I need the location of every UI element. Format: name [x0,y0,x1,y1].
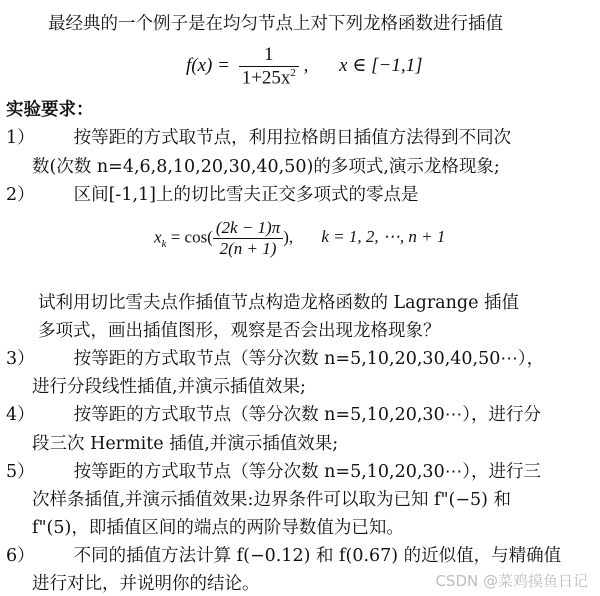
item-text: 按等距的方式取节点（等分次数 n=5,10,20,30⋯），进行分 [73,405,541,425]
list-item [6,401,541,426]
item-number: 2） [6,185,35,205]
runge-formula [186,44,423,89]
cheb-followup-line: 试利用切比雪夫点作插值节点构造龙格函数的 Lagrange 插值 [38,293,520,313]
cheb-numerator: (2k − 1)π [215,218,281,237]
item-text-continued: 进行分段线性插值,并演示插值效果; [32,377,306,397]
item-text-continued: 次样条插值,并演示插值效果:边界条件可以取为已知 f"(−5) 和 [32,490,512,510]
runge-lhs: f(x) = [186,55,230,77]
runge-fraction [239,44,299,89]
item-number: 6） [6,546,35,566]
runge-numerator: 1 [264,44,274,65]
item-text-continued: 进行对比，并说明你的结论。 [32,574,260,594]
item-text-continued: 数(次数 n=4,6,8,10,20,30,40,50)的多项式,演示龙格现象; [32,157,500,177]
list-item [6,345,544,370]
list-item [6,542,561,567]
watermark-text: CSDN @菜鸡摸鱼日记 [435,572,588,590]
item-number: 5） [6,462,35,482]
item-text: 按等距的方式取节点，利用拉格朗日插值方法得到不同次 [73,128,512,148]
cheb-lhs: x [154,227,162,247]
runge-denominator: 1+25x [241,67,291,89]
item-text-continued: 段三次 Hermite 插值,并演示插值效果; [32,434,339,454]
intro-text: 最经典的一个例子是在均匀节点上对下列龙格函数进行插值 [48,14,503,34]
list-item [6,181,418,206]
cheb-fraction [213,218,283,259]
requirements-title: 实验要求： [6,100,94,120]
item-text: 按等距的方式取节点（等分次数 n=5,10,20,30,40,50⋯）， [73,349,545,369]
chebyshev-formula [154,218,445,259]
list-item [6,458,541,483]
cheb-eq: = cos( [170,227,213,247]
list-item [6,124,511,149]
runge-comma: , [303,55,309,77]
item-text: 不同的插值方法计算 f(−0.12) 和 f(0.67) 的近似值，与精确值 [73,546,562,566]
cheb-subscript: k [161,237,167,250]
runge-exponent: 2 [290,67,296,79]
item-text: 区间[-1,1]上的切比雪夫正交多项式的零点是 [73,185,419,205]
item-number: 4） [6,405,35,425]
cheb-denominator: 2(n + 1) [213,238,283,259]
item-number: 3） [6,349,35,369]
cheb-range: k = 1, 2, ⋯, n + 1 [321,227,446,247]
item-number: 1） [6,128,35,148]
runge-domain: x ∈ [−1,1] [339,55,423,77]
item-text: 按等距的方式取节点（等分次数 n=5,10,20,30⋯），进行三 [73,462,541,482]
cheb-close: ), [283,227,294,247]
item-text-continued: f"(5)，即插值区间的端点的两阶导数值为已知。 [32,518,404,538]
cheb-followup-line: 多项式，画出插值图形，观察是否会出现龙格现象？ [38,321,441,341]
